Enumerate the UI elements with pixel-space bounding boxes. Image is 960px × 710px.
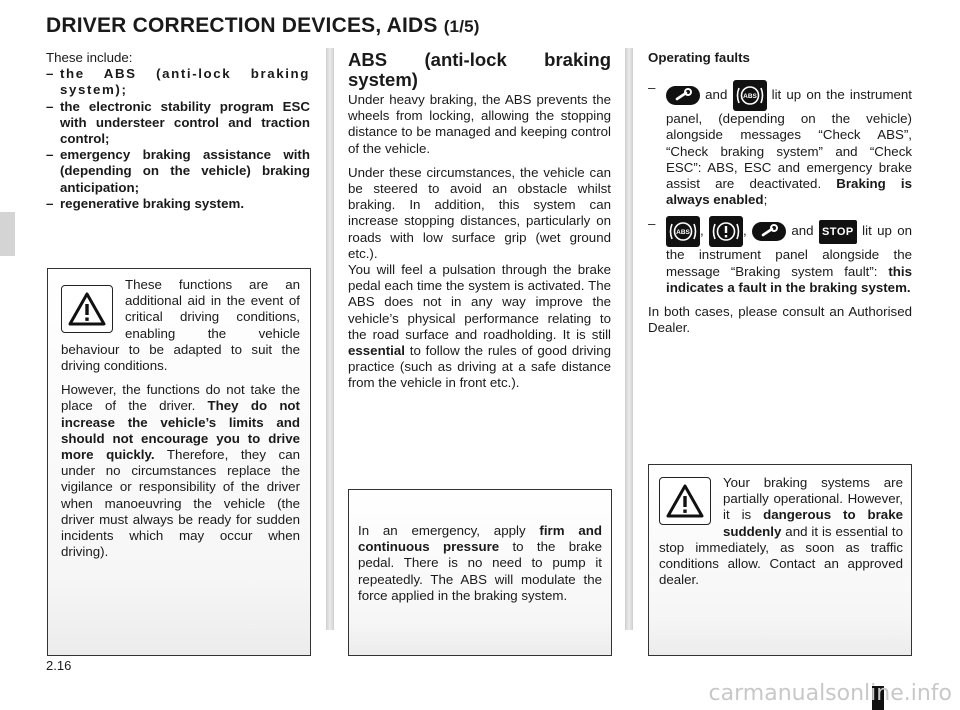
wrench-icon [666, 86, 700, 105]
functions-warning-box [47, 268, 311, 656]
warning-triangle-icon [61, 285, 113, 333]
abs-paragraph: Under these circumstances, the vehicle can be steered to avoid an obstacle whilst braking. In addition, this system can increase stopping distances, particularly on roads with low surface grip (wet ground etc.). You will feel a pulsation through the brake pedal each time the system is activated. The ABS does not in any way improve the vehicle’s physical performance relating to the road surface and roadholding. It is still essential to follow the rules of good driving practice (such as driving at a safe distance from the vehicle in front etc.). [348, 164, 611, 391]
section-tab [0, 212, 15, 256]
intro-column [46, 50, 310, 212]
fault-item: – ABS , , and STOP lit up on the instrument panel alongside the message “Braking system fault”: this indicates a fault in the braking system. [648, 216, 912, 295]
wrench-icon [752, 222, 786, 241]
fault-item: – and ABS lit up on the instrument panel, (depending on the vehicle) alongside messages “Check ABS”, “Check braking system” and “Check ESC”: ABS, ESC and emergency brake assist are deactivated. Braking is always enabled; [648, 80, 913, 208]
column-divider [625, 48, 633, 630]
abs-icon [733, 80, 767, 111]
abs-column [348, 50, 611, 400]
page-subtitle: (1/5) [443, 17, 480, 36]
svg-text:ABS: ABS [676, 229, 690, 237]
braking-warning-box [648, 464, 912, 656]
svg-text:ABS: ABS [742, 93, 757, 101]
functions-warning-text: These functions are an additional aid in the event of critical driving conditions, enabling the vehicle behaviour to be adapted to suit the driving conditions. [61, 277, 300, 374]
abs-icon [666, 216, 700, 247]
intro-text: These include: [46, 50, 133, 65]
abs-heading: ABS (anti-lock braking system) [348, 49, 611, 90]
faults-column [648, 50, 912, 344]
faults-heading: Operating faults [648, 50, 750, 65]
list-item: – the ABS (anti-lock braking system); [46, 66, 310, 98]
list-item: – regenerative braking system. [46, 195, 245, 211]
abs-paragraph: Under heavy braking, the ABS prevents the wheels from locking, allowing the stopping distance to be managed and keeping control of the vehicle. [348, 92, 611, 156]
emergency-braking-box [348, 489, 612, 656]
watermark: carmanualsonline.info [708, 681, 952, 706]
braking-warning-text: Your braking systems are partially operational. However, it is dangerous to brake suddenly and it is essential to stop immediately, as soon as traffic conditions allow. Contact an approved dealer. [659, 475, 903, 588]
page-title: DRIVER CORRECTION DEVICES, AIDS (1/5) [46, 14, 480, 37]
list-item: – emergency braking assistance with (depending on the vehicle) braking anticipation; [46, 147, 310, 195]
functions-warning-text-2: However, the functions do not take the place of the driver. They do not increase the vehicle’s limits and should not encourage you to drive more quickly. Therefore, they can under no circumstances replace the vigilance or responsibility of the driver when manoeuvring the vehicle (the driver must always be ready for sudden incidents which may occur when driving). [61, 382, 300, 560]
esc-icon [709, 216, 743, 247]
warning-triangle-icon [659, 477, 711, 525]
list-item: – the electronic stability program ESC with understeer control and traction control; [46, 98, 310, 147]
consult-dealer-text: In both cases, please consult an Authorised Dealer. [648, 304, 912, 336]
column-divider [326, 48, 334, 630]
emergency-braking-text: In an emergency, apply firm and continuous pressure to the brake pedal. There is no need to pump it repeatedly. The ABS will modulate the force applied in the braking system. [358, 523, 602, 603]
stop-icon: STOP [819, 220, 857, 244]
page-number: 2.16 [46, 658, 72, 673]
